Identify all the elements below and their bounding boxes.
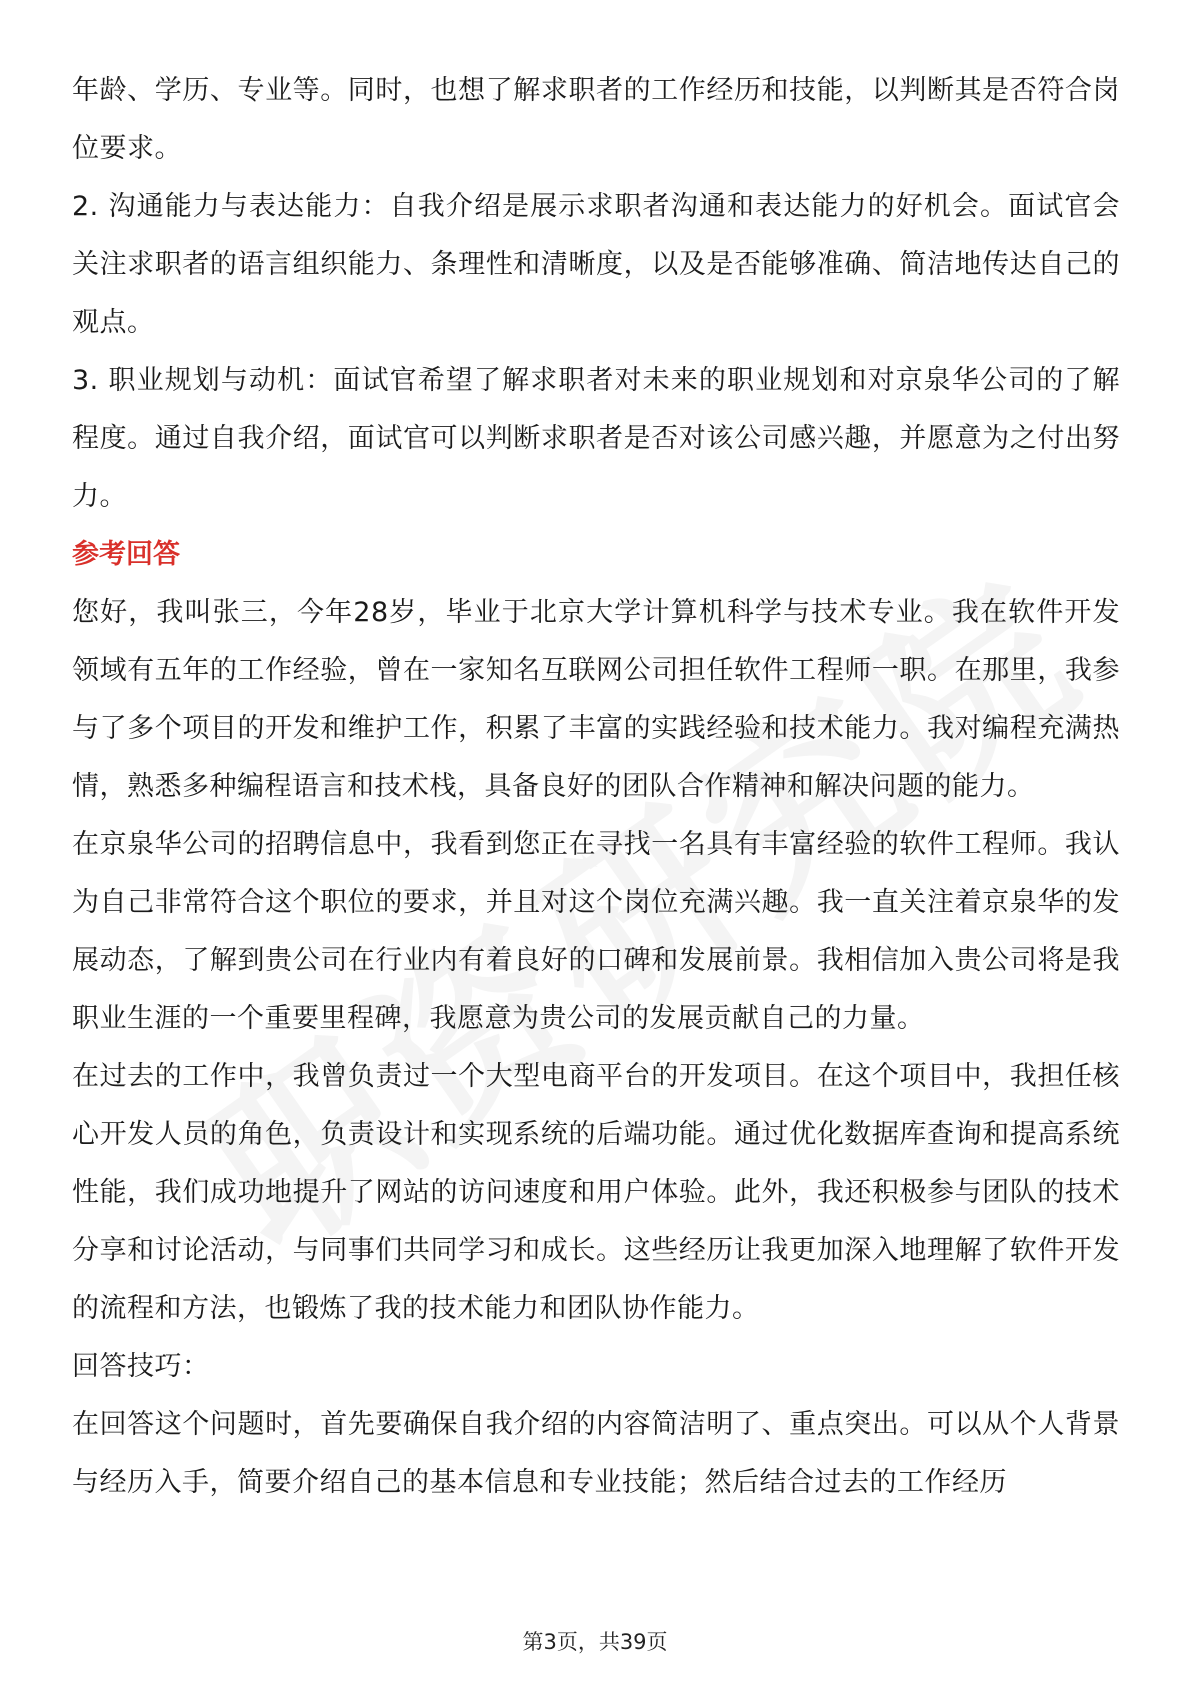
document-body [72,62,1120,1512]
paragraph-answer-motivation: 在京泉华公司的招聘信息中，我看到您正在寻找一名具有丰富经验的软件工程师。我认为自己非常符合这个职位的要求，并且对这个岗位充满兴趣。我一直关注着京泉华的发展动态，了解到贵公司在行业内有着良好的口碑和发展前景。我相信加入贵公司将是我职业生涯的一个重要里程碑，我愿意为贵公司的发展贡献自己的力量。 [72,829,1120,1034]
page-number: 第3页，共39页 [522,1630,668,1654]
paragraph-career-planning: 3. 职业规划与动机：面试官希望了解求职者对未来的职业规划和对京泉华公司的了解程度。通过自我介绍，面试官可以判断求职者是否对该公司感兴趣，并愿意为之付出努力。 [72,365,1120,512]
paragraph-answer-experience: 在过去的工作中，我曾负责过一个大型电商平台的开发项目。在这个项目中，我担任核心开发人员的角色，负责设计和实现系统的后端功能。通过优化数据库查询和提高系统性能，我们成功地提升了网站的访问速度和用户体验。此外，我还积极参与团队的技术分享和讨论活动，与同事们共同学习和成长。这些经历让我更加深入地理解了软件开发的流程和方法，也锻炼了我的技术能力和团队协作能力。 [72,1061,1120,1324]
paragraph-tips: 在回答这个问题时，首先要确保自我介绍的内容简洁明了、重点突出。可以从个人背景与经历入手，简要介绍自己的基本信息和专业技能；然后结合过去的工作经历 [72,1409,1120,1498]
paragraph-communication: 2. 沟通能力与表达能力：自我介绍是展示求职者沟通和表达能力的好机会。面试官会关注求职者的语言组织能力、条理性和清晰度，以及是否能够准确、简洁地传达自己的观点。 [72,191,1120,338]
paragraph-answer-intro: 您好，我叫张三，今年28岁，毕业于北京大学计算机科学与技术专业。我在软件开发领域有五年的工作经验，曾在一家知名互联网公司担任软件工程师一职。在那里，我参与了多个项目的开发和维护工作，积累了丰富的实践经验和技术能力。我对编程充满热情，熟悉多种编程语言和技术栈，具备良好的团队合作精神和解决问题的能力。 [72,597,1120,802]
section-heading-reference-answer: 参考回答 [72,539,180,570]
paragraph-background: 年龄、学历、专业等。同时，也想了解求职者的工作经历和技能，以判断其是否符合岗位要求。 [72,75,1120,164]
paragraph-tips-label: 回答技巧： [72,1351,210,1382]
